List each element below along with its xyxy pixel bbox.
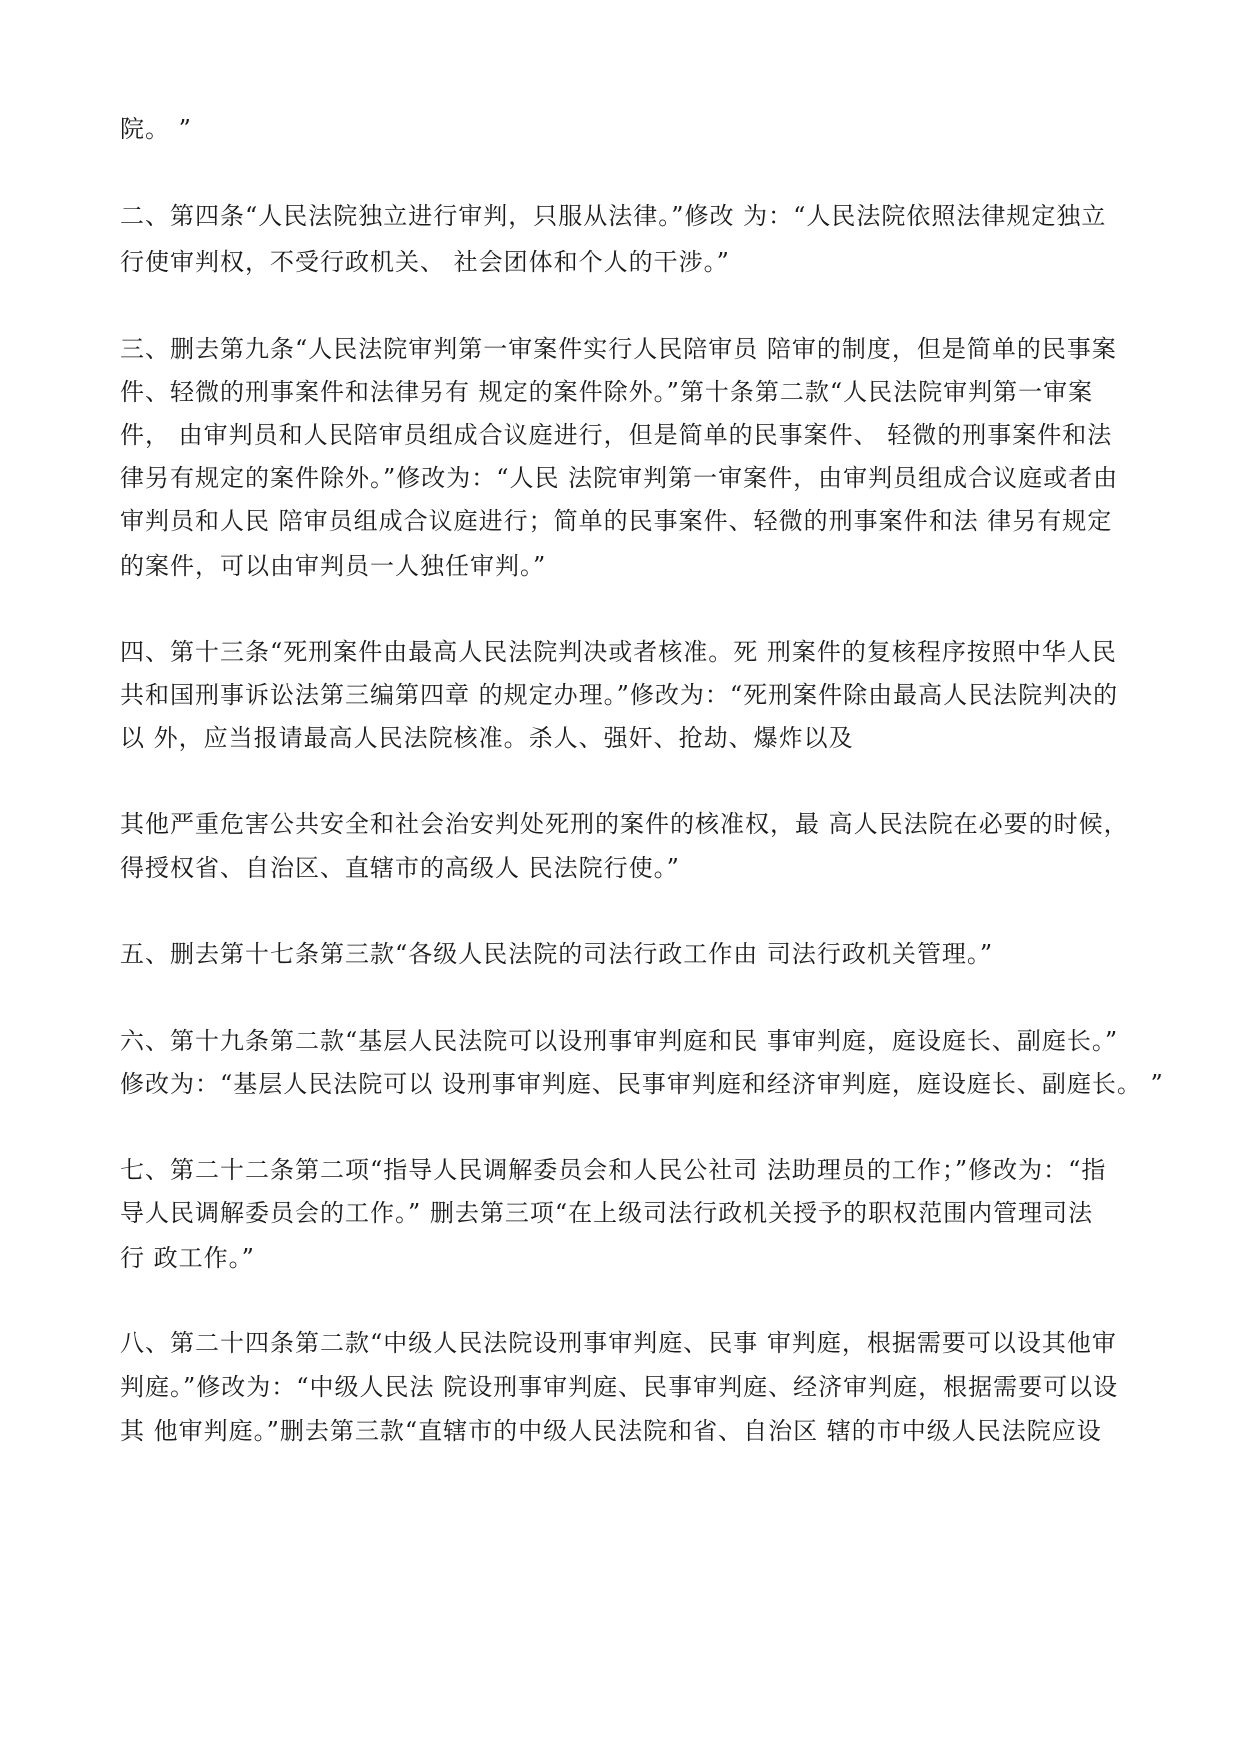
text-line-11: 共和国刑事诉讼法第三编第四章 的规定办理。”修改为：“死刑案件除由最高人民法院判决的 bbox=[120, 681, 1119, 709]
text-line-12: 以 外，应当报请最高人民法院核准。杀人、强奸、抢劫、爆炸以及 bbox=[120, 724, 854, 752]
text-line-5: 件、轻微的刑事案件和法律另有 规定的案件除外。”第十条第二款“人民法院审判第一审案 bbox=[120, 378, 1094, 406]
text-line-20: 行 政工作。” bbox=[120, 1244, 255, 1272]
text-line-19: 导人民调解委员会的工作。” 删去第三项“在上级司法行政机关授予的职权范围内管理司法 bbox=[120, 1199, 1094, 1227]
text-line-1: 院。 ” bbox=[120, 115, 192, 143]
text-line-4: 三、删去第九条“人民法院审判第一审案件实行人民陪审员 陪审的制度，但是简单的民事案 bbox=[120, 335, 1117, 363]
text-line-17: 修改为：“基层人民法院可以 设刑事审判庭、民事审判庭和经济审判庭，庭设庭长、副庭长。 ” bbox=[120, 1070, 1164, 1098]
text-line-23: 其 他审判庭。”删去第三款“直辖市的中级人民法院和省、自治区 辖的市中级人民法院应设 bbox=[120, 1417, 1102, 1445]
text-line-22: 判庭。”修改为：“中级人民法 院设刑事审判庭、民事审判庭、经济审判庭，根据需要可以设 bbox=[120, 1373, 1119, 1401]
text-line-8: 审判员和人民 陪审员组成合议庭进行；简单的民事案件、轻微的刑事案件和法 律另有规定 bbox=[120, 507, 1113, 535]
text-line-18: 七、第二十二条第二项“指导人民调解委员会和人民公社司 法助理员的工作；”修改为：“指 bbox=[120, 1156, 1107, 1184]
text-line-6: 件， 由审判员和人民陪审员组成合议庭进行，但是简单的民事案件、 轻微的刑事案件和法 bbox=[120, 421, 1113, 449]
text-line-15: 五、删去第十七条第三款“各级人民法院的司法行政工作由 司法行政机关管理。” bbox=[120, 940, 994, 968]
text-line-21: 八、第二十四条第二款“中级人民法院设刑事审判庭、民事 审判庭，根据需要可以设其他审 bbox=[120, 1329, 1117, 1357]
text-line-13: 其他严重危害公共安全和社会治安判处死刑的案件的核准权，最 高人民法院在必要的时候， bbox=[120, 810, 1129, 838]
text-line-7: 律另有规定的案件除外。”修改为：“人民 法院审判第一审案件，由审判员组成合议庭或者由 bbox=[120, 464, 1119, 492]
text-line-2: 二、第四条“人民法院独立进行审判，只服从法律。”修改 为：“人民法院依照法律规定独立 bbox=[120, 202, 1107, 230]
text-line-14: 得授权省、自治区、直辖市的高级人 民法院行使。” bbox=[120, 854, 680, 882]
text-line-10: 四、第十三条“死刑案件由最高人民法院判决或者核准。死 刑案件的复核程序按照中华人民 bbox=[120, 638, 1117, 666]
text-line-9: 的案件，可以由审判员一人独任审判。” bbox=[120, 552, 547, 580]
text-line-16: 六、第十九条第二款“基层人民法院可以设刑事审判庭和民 事审判庭，庭设庭长、副庭长。” bbox=[120, 1027, 1119, 1055]
text-line-3: 行使审判权，不受行政机关、 社会团体和个人的干涉。” bbox=[120, 248, 730, 276]
